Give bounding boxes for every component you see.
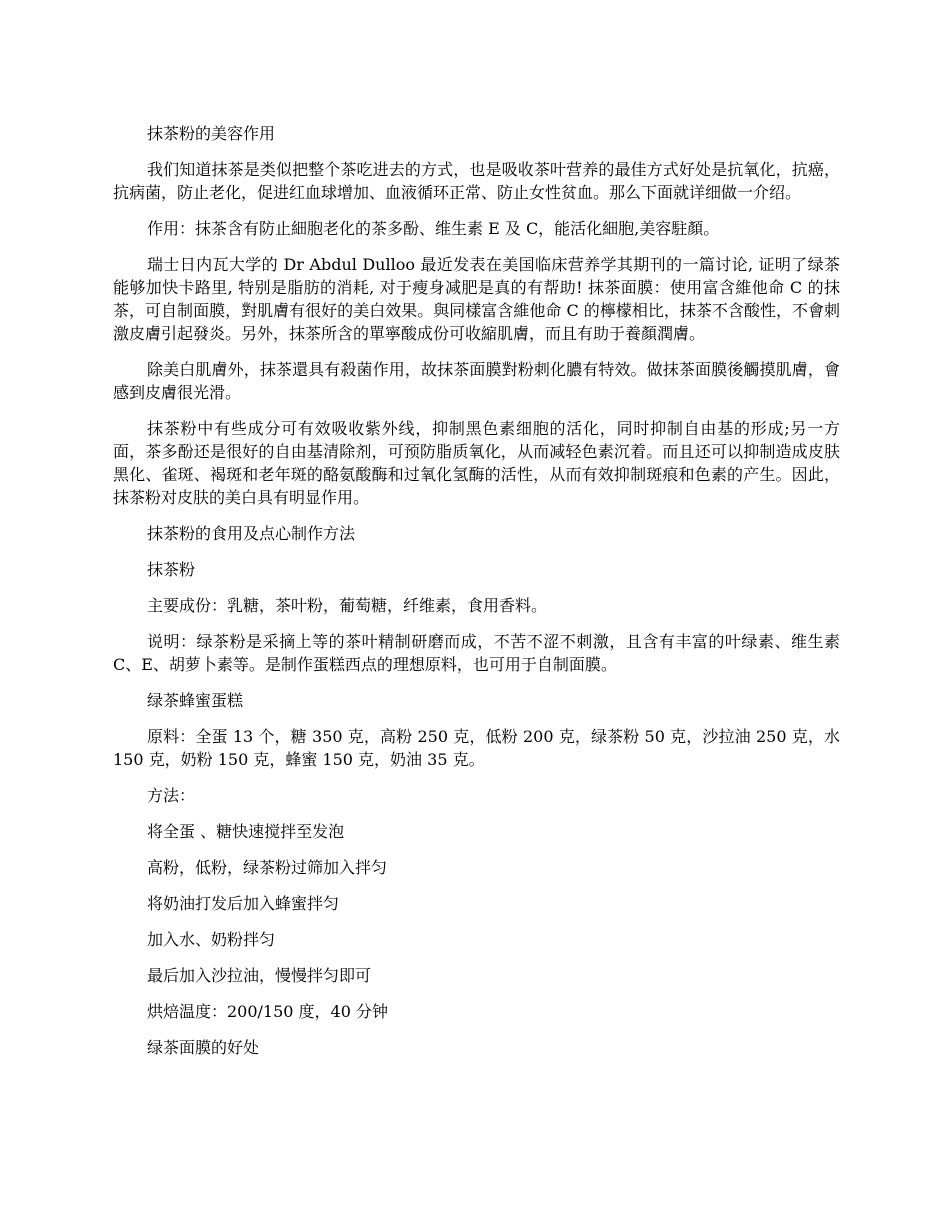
body-paragraph: 抹茶粉中有些成分可有效吸收紫外线，抑制黑色素细胞的活化，同时抑制自由基的形成;另一方面，茶多酚还是很好的自由基清除剂，可预防脂质氧化，从而减轻色素沉着。而且还可以抑制造成皮肤黑化、雀斑、褐斑和老年斑的酪氨酸酶和过氧化氢酶的活性，从而有效抑制斑痕和色素的产生。因此，抹茶粉对皮肤的美白具有明显作用。 [113, 419, 840, 507]
subheading: 绿茶蜂蜜蛋糕 [147, 691, 244, 710]
method-step: 最后加入沙拉油，慢慢拌匀即可 [147, 966, 372, 985]
section-heading: 抹茶粉的美容作用 [147, 124, 276, 143]
body-paragraph: 作用：抹茶含有防止細胞老化的茶多酚、维生素 E 及 C，能活化細胞,美容駐顏。 [147, 219, 720, 238]
baking-info: 烘焙温度：200/150 度，40 分钟 [147, 1002, 389, 1021]
document-page [113, 122, 840, 1072]
body-paragraph: 瑞士日内瓦大学的 Dr Abdul Dulloo 最近发表在美国临床营养学其期刊的一篇讨论, 证明了绿茶能够加快卡路里, 特别是脂肪的消耗, 对于瘦身减肥是真的有帮助! 抹茶面膜：使用富含維他命 C 的抹茶，可自制面膜，對肌膚有很好的美白效果。與同樣富含維他命 C 的檸檬相比，抹茶不含酸性，不會刺激皮膚引起發炎。另外，抹茶所含的單寧酸成份可收縮肌膚，而且有助于養顏潤膚。 [113, 255, 840, 343]
method-step: 加入水、奶粉拌匀 [147, 930, 276, 949]
subheading: 抹茶粉 [147, 560, 196, 579]
body-paragraph: 我们知道抹茶是类似把整个茶吃进去的方式，也是吸收茶叶营养的最佳方式好处是抗氧化，抗癌，抗病菌，防止老化，促进红血球增加、血液循环正常、防止女性贫血。那么下面就详细做一介绍。 [113, 160, 840, 202]
body-paragraph: 原料：全蛋 13 个，糖 350 克，高粉 250 克，低粉 200 克，绿茶粉 50 克，沙拉油 250 克，水 150 克，奶粉 150 克，蜂蜜 150 克，奶油 35 克。 [113, 727, 840, 769]
body-paragraph: 说明：绿茶粉是采摘上等的茶叶精制研磨而成，不苦不涩不刺激，且含有丰富的叶绿素、维生素 C、E、胡萝卜素等。是制作蛋糕西点的理想原料，也可用于自制面膜。 [113, 632, 840, 674]
body-paragraph: 除美白肌膚外，抹茶還具有殺菌作用，故抹茶面膜對粉刺化膿有特效。做抹茶面膜後觸摸肌膚，會感到皮膚很光滑。 [113, 360, 840, 402]
section-heading: 绿茶面膜的好处 [147, 1038, 260, 1057]
section-heading: 抹茶粉的食用及点心制作方法 [147, 524, 356, 543]
method-step: 将奶油打发后加入蜂蜜拌匀 [147, 894, 340, 913]
method-label: 方法： [147, 786, 196, 805]
method-step: 将全蛋 、糖快速搅拌至发泡 [147, 822, 345, 841]
body-paragraph: 主要成份：乳糖，茶叶粉，葡萄糖，纤维素，食用香料。 [147, 596, 548, 615]
method-step: 高粉，低粉，绿茶粉过筛加入拌匀 [147, 858, 388, 877]
